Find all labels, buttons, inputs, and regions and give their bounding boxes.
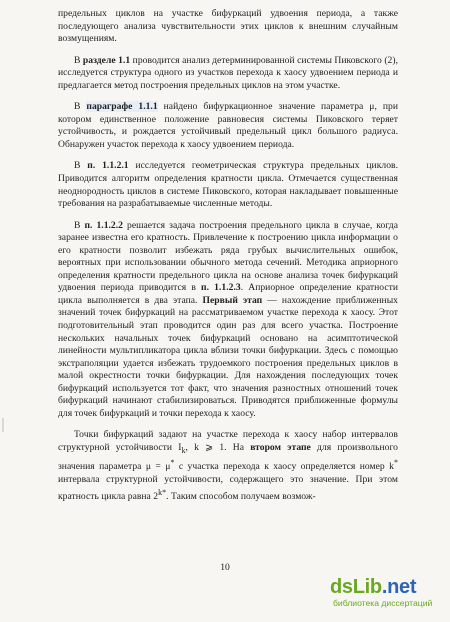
text-run: . Таким способом получаем возмож-	[166, 490, 316, 502]
paragraph-1-1-1	[58, 101, 398, 151]
page-number: 10	[220, 562, 230, 573]
watermark-logo[interactable]	[330, 576, 445, 616]
text-run: интервала структурной устойчивости, содержащего это значение. При этом кратность цикла равна 2	[58, 474, 398, 502]
text-run: Точки бифуркаций задают на участке перехода к хаосу набор интервалов структурной устойчивости I	[58, 429, 398, 453]
superscript: *	[170, 458, 175, 468]
section-ref: разделе 1.1	[82, 54, 131, 66]
text-run: В	[74, 219, 85, 231]
text-run: для произвольного значения параметра μ = μ	[58, 441, 398, 473]
text-run: , k ⩾ 1. На	[185, 441, 251, 453]
subscript: k	[181, 445, 186, 455]
text-run: — нахождение приближенных значений точек бифуркаций на рассматриваемом участке перехода к хаосу. Этот подготовительный этап проводится один раз для всего участка. Построение нескольких начальных точек бифуркаций основано на асимптотической линейности мультипликатора цикла вблизи точки бифуркации. Здесь с помощью экстраполяции удается избежать трудоемкого построения предельных циклов в малой окрестности точки бифуркации. Для нахождения последующих точек бифуркаций используется тот факт, что значения разностных отношений точек бифуркаций начинают стабилизироваться. Приводятся приближенные формулы для точек бифуркаций и точки перехода к хаосу.	[58, 294, 398, 419]
text-run: . Априорное определение кратности цикла выполняется в два этапа.	[58, 282, 398, 306]
paragraph-intro	[58, 8, 398, 46]
stage-term: втором этапе	[250, 441, 311, 453]
text-run: исследуется геометрическая структура предельных циклов. Приводится алгоритм определения кратности цикла. Отмечается существенная неоднородность циклов в системе Пиковского, которая накладывает повышенные требования на разрабатываемые численные методы.	[58, 160, 398, 210]
section-ref: параграфе 1.1.1	[86, 101, 158, 113]
section-ref: п. 1.1.2.3	[201, 282, 241, 294]
paragraph-text: предельных циклов на участке бифуркаций удвоения периода, а также последующего анализа чувствительности этих циклов к внешним случайным возмущениям.	[58, 8, 398, 45]
paragraph-bifurcation-points	[58, 429, 398, 503]
body-text	[58, 8, 398, 503]
stage-term: Первый этап	[202, 294, 263, 306]
superscript: *	[393, 458, 398, 468]
section-ref: п. 1.1.2.1	[87, 160, 129, 172]
text-run: В	[74, 101, 87, 113]
margin-scan-mark	[2, 418, 16, 432]
text-run: В	[74, 54, 83, 66]
superscript: k*	[158, 487, 167, 497]
text-run: найдено бифуркационное значение параметра μ, при котором единственное положение равновесия системы Пиковского теряет устойчивость, и рождается устойчивый предельный цикл большого радиуса. Обнаружен участок перехода к хаосу удвоением периода.	[58, 101, 398, 150]
logo-domain: .net	[381, 576, 417, 598]
logo-text: dsLib	[330, 576, 382, 598]
text-run: с участка перехода к хаосу определяется номер k	[174, 461, 394, 473]
paragraph-section-1-1	[58, 55, 398, 93]
text-run: проводится анализ детерминированной системы Пиковского (2), исследуется структура одного из участков перехода к хаосу удвоением периода и предлагается метод построения предельных циклов на этом участке.	[58, 54, 398, 91]
text-run: решается задача построения предельного цикла в случае, когда заранее известна его кратность. Привлечение к построению цикла информации о его кратности позволит избежать ряда грубых вычислительных ошибок, вероятных при использовании обычного метода сечений. Методика априорного определения кратности предельного цикла на основе анализа точек бифуркаций удвоения периода приводится в	[58, 219, 398, 294]
paragraph-1-1-2-2	[58, 220, 398, 421]
section-ref: п. 1.1.2.2	[84, 219, 123, 231]
watermark-subtitle: библиотека диссертаций	[333, 598, 433, 608]
watermark-title	[330, 576, 445, 598]
paragraph-1-1-2-1	[58, 160, 398, 210]
text-run: В	[74, 160, 88, 172]
